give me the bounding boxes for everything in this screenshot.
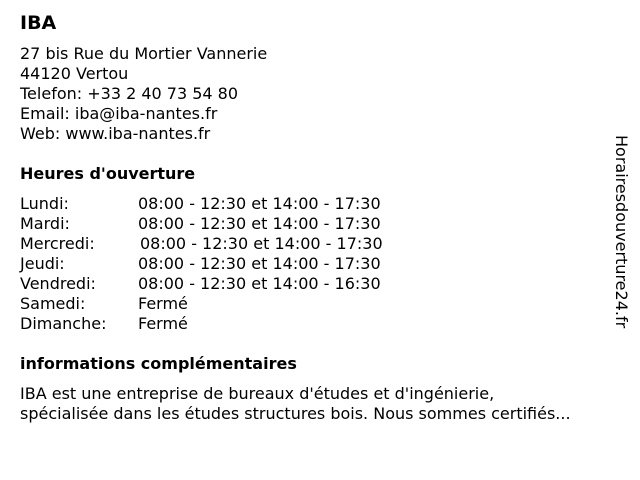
day-hours: 08:00 - 12:30 et 14:00 - 17:30 [138, 214, 381, 233]
day-hours: Fermé [138, 294, 188, 313]
info-line: spécialisée dans les études structures bois. Nous sommes certifiés... [20, 404, 571, 423]
email-address: Email: iba@iba-nantes.fr [20, 104, 218, 123]
opening-hours-table [20, 194, 383, 334]
hours-row [20, 274, 383, 294]
opening-hours-heading: Heures d'ouverture [20, 164, 196, 183]
site-watermark: Horairesdouverture24.fr [612, 135, 631, 329]
day-label: Mercredi: [20, 234, 95, 253]
address-street: 27 bis Rue du Mortier Vannerie [20, 44, 268, 63]
phone-number: Telefon: +33 2 40 73 54 80 [20, 84, 239, 103]
hours-row [20, 214, 383, 234]
day-hours: 08:00 - 12:30 et 14:00 - 17:30 [140, 234, 383, 253]
day-hours: Fermé [138, 314, 188, 333]
hours-row [20, 314, 383, 334]
hours-row [20, 254, 383, 274]
day-label: Samedi: [20, 294, 86, 313]
additional-info-text [20, 384, 571, 424]
day-label: Jeudi: [20, 254, 65, 273]
day-label: Vendredi: [20, 274, 96, 293]
day-label: Lundi: [20, 194, 69, 213]
website: Web: www.iba-nantes.fr [20, 124, 211, 143]
additional-info-heading: informations complémentaires [20, 354, 297, 373]
day-label: Mardi: [20, 214, 70, 233]
info-line: IBA est une entreprise de bureaux d'études et d'ingénierie, [20, 384, 495, 403]
day-hours: 08:00 - 12:30 et 14:00 - 16:30 [138, 274, 381, 293]
day-label: Dimanche: [20, 314, 107, 333]
day-hours: 08:00 - 12:30 et 14:00 - 17:30 [138, 194, 381, 213]
contact-block [20, 44, 267, 144]
hours-row [20, 234, 383, 254]
day-hours: 08:00 - 12:30 et 14:00 - 17:30 [138, 254, 381, 273]
hours-row [20, 194, 383, 214]
address-city: 44120 Vertou [20, 64, 129, 83]
hours-row [20, 294, 383, 314]
business-name: IBA [20, 12, 57, 34]
